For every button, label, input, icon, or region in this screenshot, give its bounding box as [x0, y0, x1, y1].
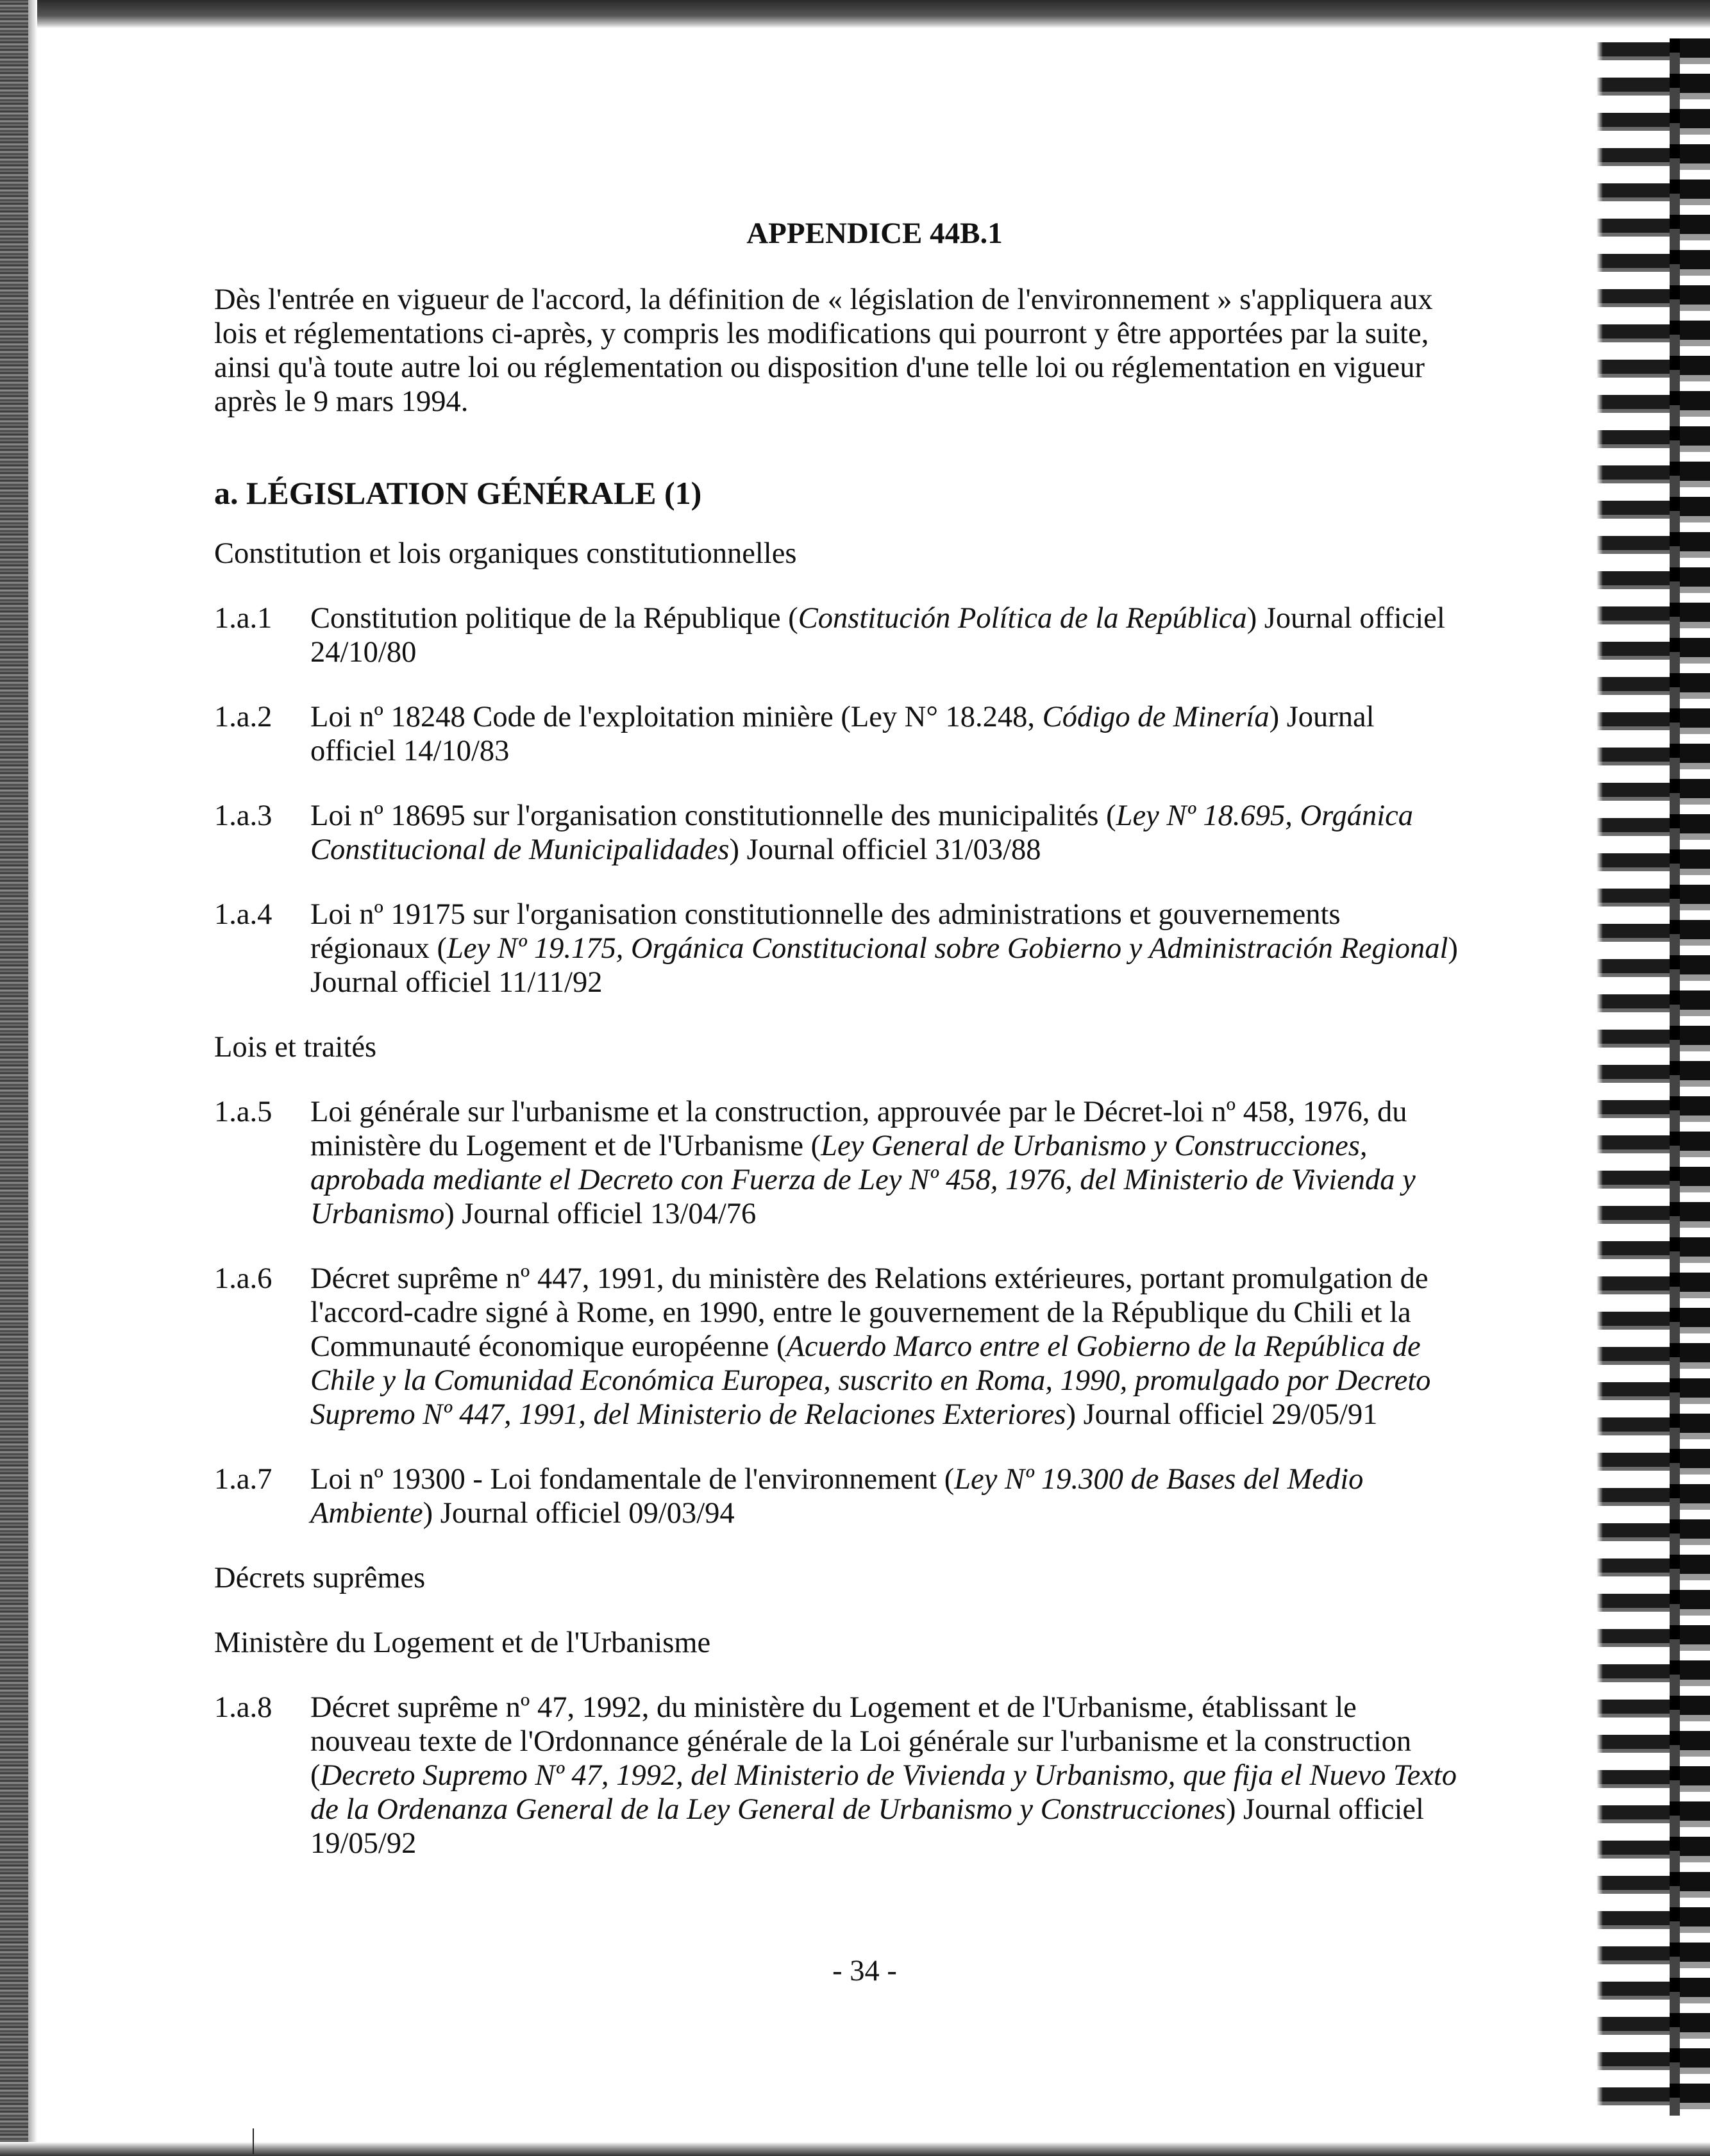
- entry-text: Loi générale sur l'urbanisme et la construction, approuvée par le Décret-loi nº 458, 1976, du ministère du Logement et de l'Urbanisme (Ley General de Urbanismo y Construcciones, aprobada mediante el Decreto con Fuerza de Ley Nº 458, 1976, del Ministerio de Vivienda y Urbanismo) Journal officiel 13/04/76: [310, 1096, 1416, 1230]
- entry-text: Loi nº 18695 sur l'organisation constitutionnelle des municipalités (Ley Nº 18.695, Orgánica Constitucional de Municipalidades) Journal officiel 31/03/88: [310, 799, 1414, 866]
- appendix-title: APPENDICE 44B.1: [746, 217, 1003, 250]
- entry-text: Loi nº 18248 Code de l'exploitation minière (Ley N° 18.248, Código de Minería) Journal officiel 14/10/83: [310, 701, 1375, 767]
- subheading-constitution: Constitution et lois organiques constitutionnelles: [214, 537, 797, 570]
- legislation-entry: [214, 601, 1458, 669]
- scan-top-edge: [0, 0, 1710, 28]
- scan-left-edge-fade: [28, 0, 37, 2156]
- scan-left-edge: [0, 0, 28, 2156]
- legislation-entry: [214, 799, 1458, 867]
- legislation-entry: [214, 700, 1458, 768]
- entry-number: 1.a.6: [214, 1262, 272, 1295]
- entry-number: 1.a.5: [214, 1096, 272, 1128]
- entry-text: Décret suprême nº 47, 1992, du ministère du Logement et de l'Urbanisme, établissant le nouveau texte de l'Ordonnance générale de la Loi générale sur l'urbanisme et la construction (Decreto Supremo Nº 47, 1992, del Ministerio de Vivienda y Urbanismo, que fija el Nuevo Texto de la Ordenanza General de la Ley General de Urbanismo y Construcciones) Journal officiel 19/05/92: [310, 1691, 1457, 1860]
- legislation-entry: [214, 898, 1458, 999]
- entry-text: Loi nº 19175 sur l'organisation constitutionnelle des administrations et gouvernements régionaux (Ley Nº 19.175, Orgánica Constitucional sobre Gobierno y Administración Regional) Journal officiel 11/11/92: [310, 898, 1458, 999]
- entry-number: 1.a.4: [214, 898, 272, 931]
- scan-bottom-edge: [0, 2142, 1710, 2156]
- legislation-entry: [214, 1262, 1458, 1432]
- spiral-binding-edge: [1680, 38, 1710, 2116]
- entry-number: 1.a.7: [214, 1463, 272, 1496]
- section-title: a. LÉGISLATION GÉNÉRALE (1): [214, 475, 702, 511]
- spiral-binding-spine: [1670, 38, 1680, 2116]
- entry-text: Loi nº 19300 - Loi fondamentale de l'environnement (Ley Nº 19.300 de Bases del Medio Ambiente) Journal officiel 09/03/94: [310, 1463, 1364, 1530]
- entry-text: Décret suprême nº 447, 1991, du ministère des Relations extérieures, portant promulgation de l'accord-cadre signé à Rome, en 1990, entre le gouvernement de la République du Chili et la Communauté économique européenne (Acuerdo Marco entre el Gobierno de la República de Chile y la Comunidad Económica Europea, suscrito en Roma, 1990, promulgado por Decreto Supremo Nº 447, 1991, del Ministerio de Relaciones Exteriores) Journal officiel 29/05/91: [310, 1262, 1431, 1431]
- scan-mark: [253, 2128, 254, 2154]
- subheading-decrees: Décrets suprêmes: [214, 1562, 426, 1594]
- intro-paragraph: Dès l'entrée en vigueur de l'accord, la définition de « législation de l'environnement » s'appliquera aux lois et réglementations ci-après, y compris les modifications qui pourront y être apportées par la suite, ainsi qu'à toute autre loi ou réglementation ou disposition d'une telle loi ou réglementation en vigueur après le 9 mars 1994.: [214, 283, 1433, 418]
- subheading-ministry-housing: Ministère du Logement et de l'Urbanisme: [214, 1626, 711, 1659]
- entry-number: 1.a.1: [214, 602, 272, 635]
- legislation-entry: [214, 1462, 1458, 1530]
- legislation-entry: [214, 1095, 1458, 1231]
- entry-text: Constitution politique de la République (Constitución Política de la República) Journal officiel 24/10/80: [310, 602, 1445, 669]
- subheading-laws-treaties: Lois et traités: [214, 1031, 377, 1064]
- entry-number: 1.a.8: [214, 1691, 272, 1724]
- entry-number: 1.a.2: [214, 701, 272, 733]
- legislation-entry: [214, 1691, 1458, 1860]
- entry-number: 1.a.3: [214, 799, 272, 832]
- document-body: [214, 205, 1458, 1891]
- page-number: - 34 -: [832, 1955, 897, 1987]
